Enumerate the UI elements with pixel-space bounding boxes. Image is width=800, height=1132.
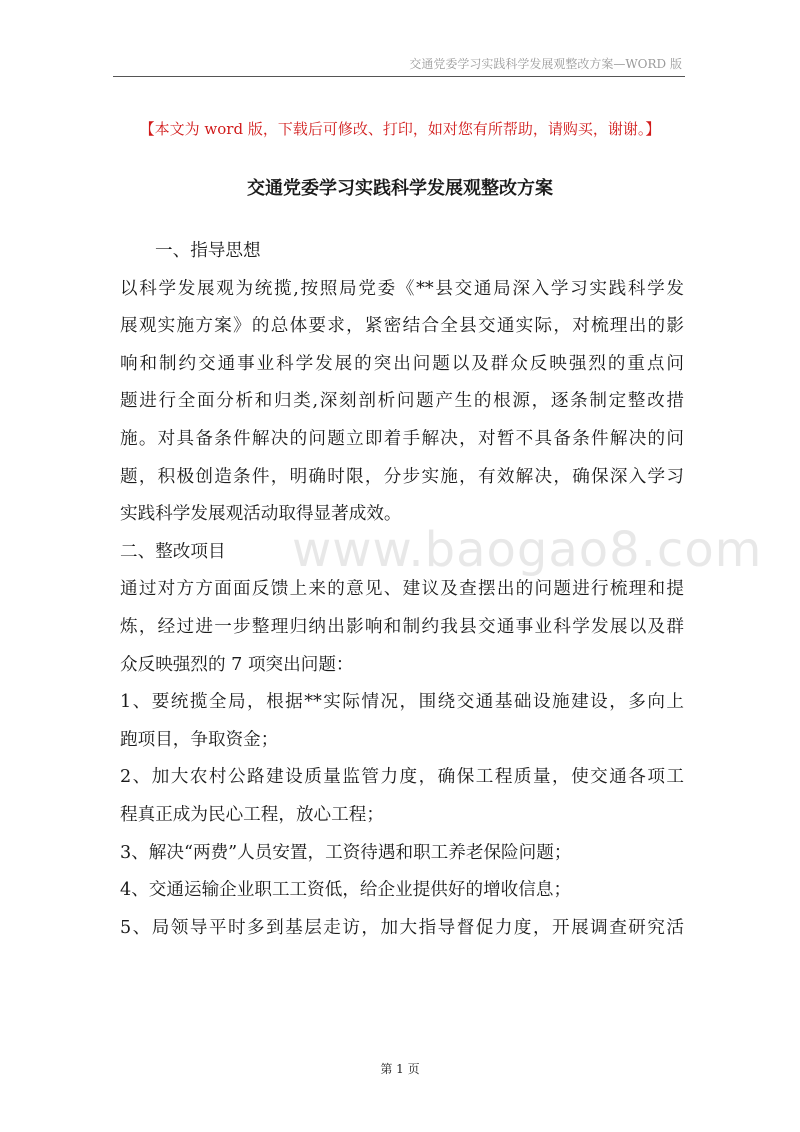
running-header: 交通党委学习实践科学发展观整改方案—WORD 版 bbox=[409, 57, 682, 71]
list-item-line: 2、加大农村公路建设质量监管力度，确保工程质量，使交通各项工 bbox=[120, 767, 684, 788]
paragraph-line: 炼，经过进一步整理归纳出影响和制约我县交通事业科学发展以及群 bbox=[120, 616, 684, 637]
section-heading: 一、指导思想 bbox=[155, 241, 261, 261]
paragraph-line: 响和制约交通事业科学发展的突出问题以及群众反映强烈的重点问 bbox=[120, 353, 684, 374]
paragraph-line: 以科学发展观为统揽,按照局党委《**县交通局深入学习实践科学发 bbox=[120, 278, 684, 299]
watermark: www.baogao8.com bbox=[292, 522, 763, 578]
list-item-line: 跑项目，争取资金； bbox=[120, 729, 279, 750]
section-heading: 二、整改项目 bbox=[120, 541, 226, 562]
paragraph-line: 题，积极创造条件，明确时限，分步实施，有效解决，确保深入学习 bbox=[120, 466, 684, 487]
list-item-line: 程真正成为民心工程，放心工程； bbox=[120, 804, 384, 825]
page-number: 第 1 页 bbox=[380, 1062, 420, 1076]
paragraph-line: 众反映强烈的 7 项突出问题： bbox=[120, 654, 354, 675]
purchase-notice: 【本文为 word 版，下载后可修改、打印，如对您有所帮助，请购买，谢谢。】 bbox=[139, 120, 661, 138]
paragraph-line: 展观实施方案》的总体要求，紧密结合全县交通实际，对梳理出的影 bbox=[120, 316, 684, 337]
header-rule bbox=[113, 76, 685, 77]
paragraph-line: 题进行全面分析和归类,深刻剖析问题产生的根源，逐条制定整改措 bbox=[120, 391, 684, 412]
list-item-line: 4、交通运输企业职工工资低，给企业提供好的增收信息； bbox=[120, 880, 572, 901]
paragraph-line: 通过对方方面面反馈上来的意见、建议及查摆出的问题进行梳理和提 bbox=[120, 579, 684, 600]
list-item-line: 3、解决“两费”人员安置，工资待遇和职工养老保险问题； bbox=[120, 842, 572, 863]
list-item-line: 1、要统揽全局，根据**实际情况，围绕交通基础设施建设，多向上 bbox=[120, 692, 684, 713]
list-item-line: 5、局领导平时多到基层走访，加大指导督促力度，开展调查研究活 bbox=[120, 917, 684, 938]
document-title: 交通党委学习实践科学发展观整改方案 bbox=[247, 178, 553, 199]
paragraph-line: 施。对具备条件解决的问题立即着手解决，对暂不具备条件解决的问 bbox=[120, 428, 684, 449]
document-body bbox=[120, 233, 684, 947]
paragraph-line: 实践科学发展观活动取得显著成效。 bbox=[120, 504, 402, 525]
